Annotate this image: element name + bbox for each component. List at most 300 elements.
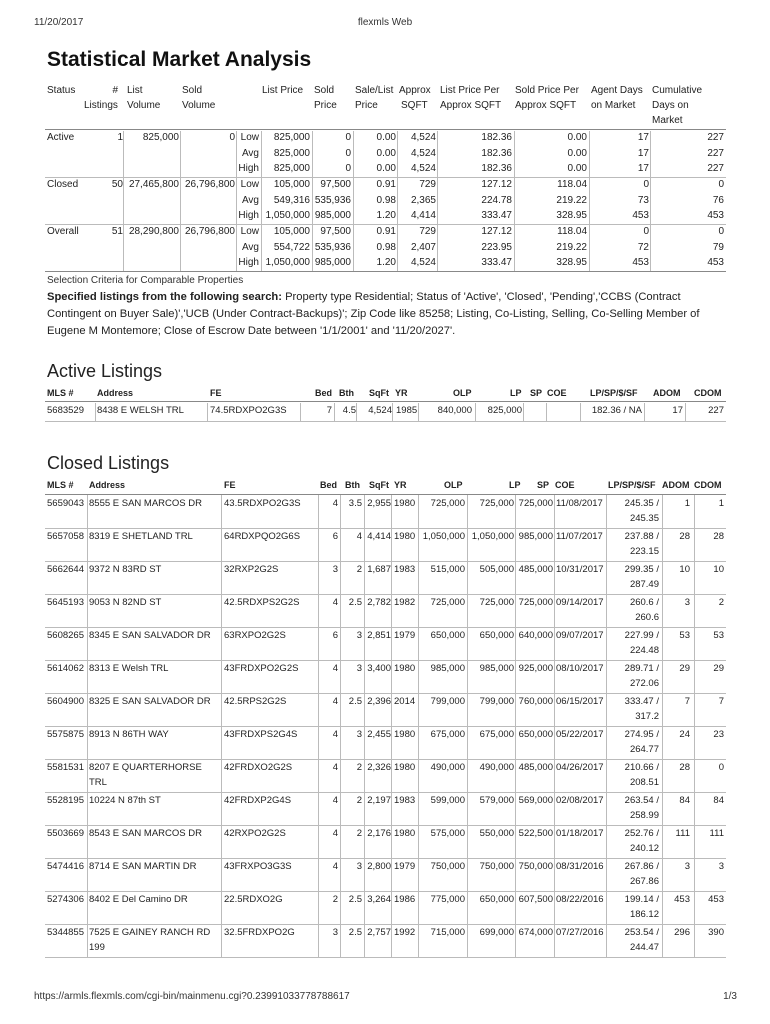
closed-cell-bed: 4 bbox=[332, 498, 338, 509]
closed-cell-cdom: 111 bbox=[709, 828, 724, 839]
page-number: 1/3 bbox=[723, 991, 737, 1002]
active-cell-bth: 4.5 bbox=[342, 405, 356, 416]
closed-cell-fe: 43FRDXPO2G2S bbox=[224, 663, 299, 674]
stats-column-divider bbox=[437, 131, 438, 271]
closed-cell-fe: 42.5RPS2G2S bbox=[224, 696, 287, 707]
stats-agent-days: 0 bbox=[643, 179, 649, 190]
closed-cell-address2: TRL bbox=[89, 777, 107, 788]
closed-cell-lp: 650,000 bbox=[479, 894, 514, 905]
active-column-divider bbox=[475, 403, 476, 421]
stats-bottom-rule bbox=[45, 271, 726, 272]
print-footer bbox=[0, 991, 770, 1005]
closed-cell-address: 8913 N 86TH WAY bbox=[89, 729, 169, 740]
closed-column-divider bbox=[318, 495, 319, 957]
stats-cum-days: 76 bbox=[712, 194, 724, 206]
stats-row-label: Low bbox=[240, 132, 259, 143]
stats-list-price: 825,000 bbox=[273, 132, 310, 143]
closed-cell-bth: 3 bbox=[356, 663, 362, 674]
closed-cell-sqft: 2,851 bbox=[367, 630, 391, 641]
stats-sold-price: 0 bbox=[345, 147, 351, 159]
stats-cum-days: 79 bbox=[712, 241, 724, 253]
closed-cell-cdom: 84 bbox=[713, 795, 724, 806]
stats-sold-price: 0 bbox=[345, 163, 351, 174]
stats-cum-days: 453 bbox=[707, 257, 724, 268]
closed-cell-adom: 28 bbox=[679, 762, 690, 773]
closed-cell-mls: 5604900 bbox=[47, 696, 84, 707]
closed-cell-lpsp1: 274.95 / bbox=[624, 729, 659, 740]
closed-cell-sqft: 2,782 bbox=[367, 597, 391, 608]
closed-cell-lpsp2: 186.12 bbox=[629, 909, 659, 920]
col-lp-sqft-header-1: List Price Per bbox=[440, 85, 500, 96]
stats-listings: 1 bbox=[117, 132, 123, 143]
closed-cell-sqft: 2,455 bbox=[367, 729, 391, 740]
stats-sold-price: 97,500 bbox=[320, 226, 351, 237]
closed-cell-cdom: 29 bbox=[713, 663, 724, 674]
print-date: 11/20/2017 bbox=[34, 17, 84, 28]
criteria-body: Property type Residential; Status of 'Active', 'Closed', 'Pending','CCBS (Contract Contingent on Buyer Sale)','UCB (Under Contract-Backups)'; Zip Code like 85258; Listing, Co-Listing, Selling, Co-Selling Member of Eugene M Montemore; Close of Escrow Date between '1/1/2001' and '11/20/2027'. bbox=[47, 291, 700, 337]
col-sold-price-header-2: Price bbox=[314, 100, 337, 111]
closed-cell-bth: 3 bbox=[356, 861, 362, 872]
closed-cell-sqft: 2,326 bbox=[367, 762, 391, 773]
active-col-sp-header: SP bbox=[530, 388, 543, 398]
stats-agent-days: 17 bbox=[637, 132, 649, 143]
closed-column-divider bbox=[87, 495, 88, 957]
closed-cell-coe: 04/26/2017 bbox=[556, 762, 604, 773]
closed-cell-coe: 10/31/2017 bbox=[556, 564, 604, 575]
closed-cell-lpsp1: 299.35 / bbox=[624, 564, 659, 575]
active-col-bed-header: Bed bbox=[315, 388, 333, 398]
closed-row-rule bbox=[45, 594, 726, 595]
active-col-fe-header: FE bbox=[210, 388, 222, 398]
col-sale-list-header-2: Price bbox=[355, 100, 378, 111]
closed-cell-lp: 725,000 bbox=[479, 597, 514, 608]
closed-cell-adom: 111 bbox=[675, 828, 690, 839]
closed-cell-coe: 09/07/2017 bbox=[556, 630, 604, 641]
closed-cell-bed: 2 bbox=[332, 894, 338, 905]
stats-column-divider bbox=[180, 131, 181, 271]
closed-cell-cdom: 2 bbox=[718, 597, 724, 608]
closed-cell-fe: 42FRDXO2G2S bbox=[224, 762, 293, 773]
active-col-mls-header: MLS # bbox=[47, 388, 74, 398]
col-agent-days-header-1: Agent Days bbox=[591, 85, 643, 96]
stats-agent-days: 0 bbox=[643, 226, 649, 237]
stats-agent-days: 73 bbox=[637, 194, 649, 206]
closed-cell-adom: 7 bbox=[684, 696, 690, 707]
closed-cell-mls: 5344855 bbox=[47, 927, 84, 938]
stats-list-volume: 825,000 bbox=[142, 132, 179, 143]
closed-cell-bed: 6 bbox=[332, 531, 338, 542]
closed-cell-coe: 11/08/2017 bbox=[556, 498, 603, 509]
closed-col-fe-header: FE bbox=[224, 480, 236, 490]
closed-row-rule bbox=[45, 825, 726, 826]
closed-cell-lpsp1: 333.47 / bbox=[624, 696, 659, 707]
closed-row-rule bbox=[45, 561, 726, 562]
closed-cell-adom: 453 bbox=[674, 894, 690, 905]
active-col-yr-header: YR bbox=[395, 388, 408, 398]
stats-sale-list-ratio: 0.98 bbox=[376, 194, 396, 206]
closed-column-divider bbox=[340, 495, 341, 957]
active-header-rule bbox=[45, 401, 726, 402]
col-list-volume-header-1: List bbox=[127, 85, 143, 96]
active-column-divider bbox=[95, 403, 96, 421]
stats-sale-list-ratio: 1.20 bbox=[376, 210, 396, 221]
closed-cell-adom: 10 bbox=[679, 564, 690, 575]
closed-cell-lpsp2: 223.15 bbox=[629, 546, 659, 557]
stats-list-price: 105,000 bbox=[273, 226, 310, 237]
closed-cell-bed: 4 bbox=[332, 663, 338, 674]
stats-list-volume: 28,290,800 bbox=[128, 226, 179, 237]
stats-sale-list-ratio: 0.00 bbox=[376, 132, 396, 143]
col-sold-volume-header-2: Volume bbox=[182, 100, 216, 111]
closed-cell-address: 7525 E GAINEY RANCH RD bbox=[89, 927, 211, 938]
closed-cell-lpsp2: 317.2 bbox=[635, 711, 659, 722]
closed-cell-yr: 1980 bbox=[394, 498, 416, 509]
stats-list-price: 825,000 bbox=[273, 147, 310, 159]
stats-column-divider bbox=[353, 131, 354, 271]
closed-column-divider bbox=[554, 495, 555, 957]
stats-sp-per-sqft: 118.04 bbox=[557, 226, 587, 237]
stats-sold-price: 0 bbox=[345, 132, 351, 143]
closed-cell-cdom: 453 bbox=[708, 894, 724, 905]
closed-cell-mls: 5474416 bbox=[47, 861, 84, 872]
stats-approx-sqft: 4,524 bbox=[410, 132, 436, 143]
closed-cell-lpsp2: 260.6 bbox=[635, 612, 659, 623]
stats-approx-sqft: 4,524 bbox=[410, 257, 436, 268]
closed-cell-coe: 08/10/2017 bbox=[556, 663, 604, 674]
stats-sale-list-ratio: 0.98 bbox=[376, 241, 396, 253]
closed-cell-olp: 750,000 bbox=[430, 861, 465, 872]
closed-cell-fe: 43.5RDXPO2G3S bbox=[224, 498, 301, 509]
stats-approx-sqft: 2,365 bbox=[410, 194, 436, 206]
stats-row-label: Low bbox=[240, 226, 259, 237]
closed-cell-adom: 3 bbox=[684, 597, 690, 608]
closed-cell-lpsp2: 287.49 bbox=[629, 579, 659, 590]
closed-cell-fe: 42FRDXP2G4S bbox=[224, 795, 292, 806]
closed-col-coe-header: COE bbox=[555, 480, 575, 490]
closed-cell-address: 8402 E Del Camino DR bbox=[89, 894, 188, 905]
stats-lp-per-sqft: 333.47 bbox=[481, 257, 512, 268]
active-col-adom-header: ADOM bbox=[653, 388, 681, 398]
stats-sold-price: 985,000 bbox=[314, 257, 351, 268]
closed-row-rule bbox=[45, 726, 726, 727]
closed-cell-olp: 490,000 bbox=[430, 762, 465, 773]
closed-col-bed-header: Bed bbox=[320, 480, 338, 490]
closed-cell-lp: 550,000 bbox=[479, 828, 514, 839]
closed-col-bth-header: Bth bbox=[345, 480, 360, 490]
stats-approx-sqft: 4,524 bbox=[410, 163, 436, 174]
closed-cell-mls: 5581531 bbox=[47, 762, 84, 773]
col-status-header: Status bbox=[47, 85, 76, 96]
closed-cell-olp: 650,000 bbox=[430, 630, 465, 641]
active-column-divider bbox=[418, 403, 419, 421]
closed-cell-sqft: 3,264 bbox=[367, 894, 391, 905]
closed-cell-lp: 650,000 bbox=[479, 630, 514, 641]
closed-cell-address: 9372 N 83RD ST bbox=[89, 564, 162, 575]
closed-row-rule bbox=[45, 858, 726, 859]
closed-cell-cdom: 10 bbox=[713, 564, 724, 575]
stats-cum-days: 0 bbox=[718, 226, 724, 237]
active-col-coe-header: COE bbox=[547, 388, 567, 398]
closed-cell-cdom: 390 bbox=[708, 927, 724, 938]
closed-col-address-header: Address bbox=[89, 480, 126, 490]
closed-cell-address: 8714 E SAN MARTIN DR bbox=[89, 861, 197, 872]
closed-column-divider bbox=[467, 495, 468, 957]
stats-list-price: 105,000 bbox=[273, 179, 310, 190]
stats-sale-list-ratio: 0.00 bbox=[376, 147, 396, 159]
col-list-price-header: List Price bbox=[262, 85, 304, 96]
closed-cell-cdom: 0 bbox=[718, 762, 724, 773]
stats-row-label: Avg bbox=[241, 194, 259, 206]
stats-sold-volume: 0 bbox=[229, 132, 235, 143]
active-column-divider bbox=[580, 403, 581, 421]
stats-lp-per-sqft: 333.47 bbox=[481, 210, 512, 221]
closed-cell-olp: 515,000 bbox=[430, 564, 465, 575]
col-lp-sqft-header-2: Approx SQFT bbox=[440, 100, 502, 111]
closed-cell-lpsp1: 289.71 / bbox=[624, 663, 659, 674]
closed-cell-bth: 3.5 bbox=[348, 498, 362, 509]
closed-column-divider bbox=[515, 495, 516, 957]
active-col-cdom-header: CDOM bbox=[694, 388, 722, 398]
closed-cell-olp: 775,000 bbox=[430, 894, 465, 905]
closed-col-mls-header: MLS # bbox=[47, 480, 74, 490]
stats-lp-per-sqft: 127.12 bbox=[481, 179, 512, 190]
closed-cell-adom: 24 bbox=[679, 729, 690, 740]
stats-list-price: 1,050,000 bbox=[265, 210, 310, 221]
closed-cell-lpsp2: 240.12 bbox=[629, 843, 659, 854]
stats-column-divider bbox=[650, 131, 651, 271]
closed-column-divider bbox=[364, 495, 365, 957]
stats-status: Closed bbox=[47, 179, 79, 190]
closed-cell-adom: 29 bbox=[679, 663, 690, 674]
closed-cell-fe: 43FRDXPS2G4S bbox=[224, 729, 298, 740]
stats-list-volume: 27,465,800 bbox=[128, 179, 179, 190]
stats-sp-per-sqft: 118.04 bbox=[557, 179, 587, 190]
active-cell-yr: 1985 bbox=[396, 405, 418, 416]
closed-cell-sp: 725,000 bbox=[518, 498, 553, 509]
stats-list-price: 825,000 bbox=[273, 163, 310, 174]
closed-col-olp-header: OLP bbox=[444, 480, 463, 490]
closed-cell-lpsp2: 208.51 bbox=[629, 777, 659, 788]
closed-cell-fe: 32RXP2G2S bbox=[224, 564, 279, 575]
stats-sp-per-sqft: 328.95 bbox=[556, 257, 587, 268]
active-cell-adom: 17 bbox=[672, 405, 683, 416]
stats-column-divider bbox=[312, 131, 313, 271]
stats-lp-per-sqft: 223.95 bbox=[481, 241, 512, 253]
stats-lp-per-sqft: 224.78 bbox=[481, 194, 512, 206]
closed-cell-mls: 5614062 bbox=[47, 663, 84, 674]
closed-cell-yr: 1983 bbox=[394, 564, 416, 575]
print-url: https://armls.flexmls.com/cgi-bin/mainmenu.cgi?0.23991033778788617 bbox=[34, 991, 350, 1002]
active-cell-mls: 5683529 bbox=[47, 405, 84, 416]
closed-cell-cdom: 28 bbox=[713, 531, 724, 542]
closed-cell-address2: 199 bbox=[89, 942, 105, 953]
closed-cell-lpsp2: 267.86 bbox=[629, 876, 659, 887]
closed-cell-lpsp1: 252.76 / bbox=[624, 828, 659, 839]
stats-approx-sqft: 729 bbox=[419, 226, 436, 237]
closed-column-divider bbox=[418, 495, 419, 957]
stats-row-label: High bbox=[238, 210, 259, 221]
stats-sp-per-sqft: 219.22 bbox=[556, 194, 587, 206]
closed-cell-yr: 1980 bbox=[394, 828, 416, 839]
closed-cell-sqft: 2,757 bbox=[367, 927, 391, 938]
closed-cell-yr: 1983 bbox=[394, 795, 416, 806]
closed-cell-bth: 2 bbox=[356, 828, 362, 839]
stats-cum-days: 227 bbox=[707, 163, 724, 174]
stats-sp-per-sqft: 328.95 bbox=[556, 210, 587, 221]
closed-cell-lp: 699,000 bbox=[479, 927, 514, 938]
closed-cell-coe: 08/22/2016 bbox=[556, 894, 604, 905]
stats-sold-price: 97,500 bbox=[320, 179, 351, 190]
col-approx-sqft-header-2: SQFT bbox=[401, 100, 428, 111]
closed-cell-olp: 675,000 bbox=[430, 729, 465, 740]
closed-cell-coe: 05/22/2017 bbox=[556, 729, 604, 740]
closed-cell-lpsp2: 224.48 bbox=[629, 645, 659, 656]
stats-approx-sqft: 4,414 bbox=[410, 210, 436, 221]
stats-list-price: 1,050,000 bbox=[265, 257, 310, 268]
stats-sold-price: 535,936 bbox=[314, 241, 351, 253]
closed-cell-sqft: 2,197 bbox=[367, 795, 391, 806]
stats-lp-per-sqft: 182.36 bbox=[481, 163, 512, 174]
closed-cell-sp: 725,000 bbox=[518, 597, 553, 608]
stats-listings: 51 bbox=[111, 226, 123, 237]
closed-cell-bed: 4 bbox=[332, 828, 338, 839]
stats-sale-list-ratio: 0.00 bbox=[376, 163, 396, 174]
stats-sale-list-ratio: 0.91 bbox=[376, 226, 396, 237]
closed-col-lp-header: LP bbox=[509, 480, 521, 490]
page-title: Statistical Market Analysis bbox=[47, 48, 312, 71]
closed-cell-lpsp1: 237.88 / bbox=[624, 531, 659, 542]
closed-cell-address: 8543 E SAN MARCOS DR bbox=[89, 828, 202, 839]
closed-cell-bed: 4 bbox=[332, 861, 338, 872]
closed-cell-adom: 28 bbox=[679, 531, 690, 542]
closed-cell-bth: 2 bbox=[356, 795, 362, 806]
closed-cell-lp: 505,000 bbox=[479, 564, 514, 575]
closed-cell-lp: 985,000 bbox=[479, 663, 514, 674]
stats-sold-volume: 26,796,800 bbox=[184, 179, 235, 190]
closed-cell-coe: 06/15/2017 bbox=[556, 696, 604, 707]
stats-lp-per-sqft: 182.36 bbox=[481, 147, 512, 159]
col-sold-price-header-1: Sold bbox=[314, 85, 335, 96]
closed-row-rule bbox=[45, 792, 726, 793]
closed-cell-lp: 799,000 bbox=[479, 696, 514, 707]
col-cum-days-header-3: Market bbox=[652, 115, 683, 126]
closed-cell-fe: 32.5FRDXPO2G bbox=[224, 927, 295, 938]
closed-cell-cdom: 7 bbox=[718, 696, 724, 707]
closed-cell-bed: 4 bbox=[332, 696, 338, 707]
active-cell-olp: 840,000 bbox=[437, 405, 472, 416]
closed-cell-lpsp2: 258.99 bbox=[629, 810, 659, 821]
stats-list-price: 554,722 bbox=[273, 241, 310, 253]
print-site-title: flexmls Web bbox=[357, 17, 413, 28]
closed-cell-bth: 2.5 bbox=[348, 597, 362, 608]
closed-cell-bth: 2.5 bbox=[348, 696, 362, 707]
closed-cell-mls: 5274306 bbox=[47, 894, 84, 905]
closed-cell-yr: 1986 bbox=[394, 894, 416, 905]
stats-lp-per-sqft: 127.12 bbox=[481, 226, 512, 237]
stats-row-label: Avg bbox=[241, 241, 259, 253]
stats-sale-list-ratio: 0.91 bbox=[376, 179, 396, 190]
closed-cell-lpsp1: 263.54 / bbox=[624, 795, 659, 806]
criteria-label: Selection Criteria for Comparable Properties bbox=[47, 275, 244, 286]
closed-row-rule bbox=[45, 660, 726, 661]
stats-agent-days: 17 bbox=[637, 147, 649, 159]
closed-cell-sqft: 2,176 bbox=[367, 828, 391, 839]
closed-cell-cdom: 53 bbox=[713, 630, 724, 641]
closed-cell-yr: 1979 bbox=[394, 630, 416, 641]
stats-lp-per-sqft: 182.36 bbox=[481, 132, 512, 143]
closed-row-rule bbox=[45, 693, 726, 694]
closed-cell-lpsp1: 267.86 / bbox=[624, 861, 659, 872]
stats-cum-days: 227 bbox=[707, 147, 724, 159]
closed-cell-olp: 725,000 bbox=[430, 597, 465, 608]
col-list-volume-header-2: Volume bbox=[127, 100, 161, 111]
closed-cell-lpsp1: 227.99 / bbox=[624, 630, 659, 641]
stats-column-divider bbox=[514, 131, 515, 271]
closed-cell-bed: 3 bbox=[332, 927, 338, 938]
col-cum-days-header-2: Days on bbox=[652, 100, 689, 111]
closed-cell-sp: 640,000 bbox=[518, 630, 553, 641]
closed-row-rule bbox=[45, 528, 726, 529]
stats-sold-volume: 26,796,800 bbox=[184, 226, 235, 237]
closed-cell-mls: 5657058 bbox=[47, 531, 84, 542]
col-listings-header-2: Listings bbox=[84, 100, 118, 111]
closed-cell-coe: 02/08/2017 bbox=[556, 795, 604, 806]
closed-cell-bth: 2 bbox=[356, 564, 362, 575]
col-approx-sqft-header-1: Approx bbox=[399, 85, 431, 96]
closed-cell-yr: 1982 bbox=[394, 597, 416, 608]
closed-cell-lpsp2: 244.47 bbox=[629, 942, 659, 953]
stats-column-divider bbox=[397, 131, 398, 271]
closed-cell-yr: 1980 bbox=[394, 729, 416, 740]
closed-cell-lpsp2: 264.77 bbox=[629, 744, 659, 755]
stats-status: Active bbox=[47, 132, 75, 143]
closed-cell-lp: 1,050,000 bbox=[471, 531, 514, 542]
closed-cell-mls: 5659043 bbox=[47, 498, 84, 509]
active-column-divider bbox=[644, 403, 645, 421]
stats-cum-days: 453 bbox=[707, 210, 724, 221]
active-column-divider bbox=[523, 403, 524, 421]
closed-cell-yr: 1980 bbox=[394, 663, 416, 674]
closed-cell-coe: 11/07/2017 bbox=[556, 531, 603, 542]
stats-sale-list-ratio: 1.20 bbox=[376, 257, 396, 268]
closed-cell-sqft: 2,800 bbox=[367, 861, 391, 872]
closed-cell-bed: 4 bbox=[332, 729, 338, 740]
closed-cell-yr: 1980 bbox=[394, 762, 416, 773]
col-sale-list-header-1: Sale/List bbox=[355, 85, 394, 96]
col-agent-days-header-2: on Market bbox=[591, 100, 636, 111]
closed-row-rule bbox=[45, 627, 726, 628]
active-cell-bed: 7 bbox=[326, 405, 332, 416]
closed-cell-mls: 5608265 bbox=[47, 630, 84, 641]
stats-sp-per-sqft: 219.22 bbox=[556, 241, 587, 253]
stats-approx-sqft: 4,524 bbox=[410, 147, 436, 159]
closed-cell-olp: 575,000 bbox=[430, 828, 465, 839]
closed-cell-fe: 63RXPO2G2S bbox=[224, 630, 286, 641]
active-listings-title: Active Listings bbox=[47, 361, 163, 381]
closed-cell-lpsp2: 245.35 bbox=[629, 513, 659, 524]
closed-col-yr-header: YR bbox=[394, 480, 407, 490]
stats-sold-price: 535,936 bbox=[314, 194, 351, 206]
closed-cell-sqft: 2,396 bbox=[367, 696, 391, 707]
closed-cell-bed: 3 bbox=[332, 564, 338, 575]
stats-row-label: High bbox=[238, 257, 259, 268]
closed-cell-bed: 6 bbox=[332, 630, 338, 641]
closed-column-divider bbox=[221, 495, 222, 957]
closed-column-divider bbox=[606, 495, 607, 957]
closed-cell-olp: 725,000 bbox=[430, 498, 465, 509]
closed-cell-adom: 53 bbox=[679, 630, 690, 641]
stats-row-label: High bbox=[238, 163, 259, 174]
